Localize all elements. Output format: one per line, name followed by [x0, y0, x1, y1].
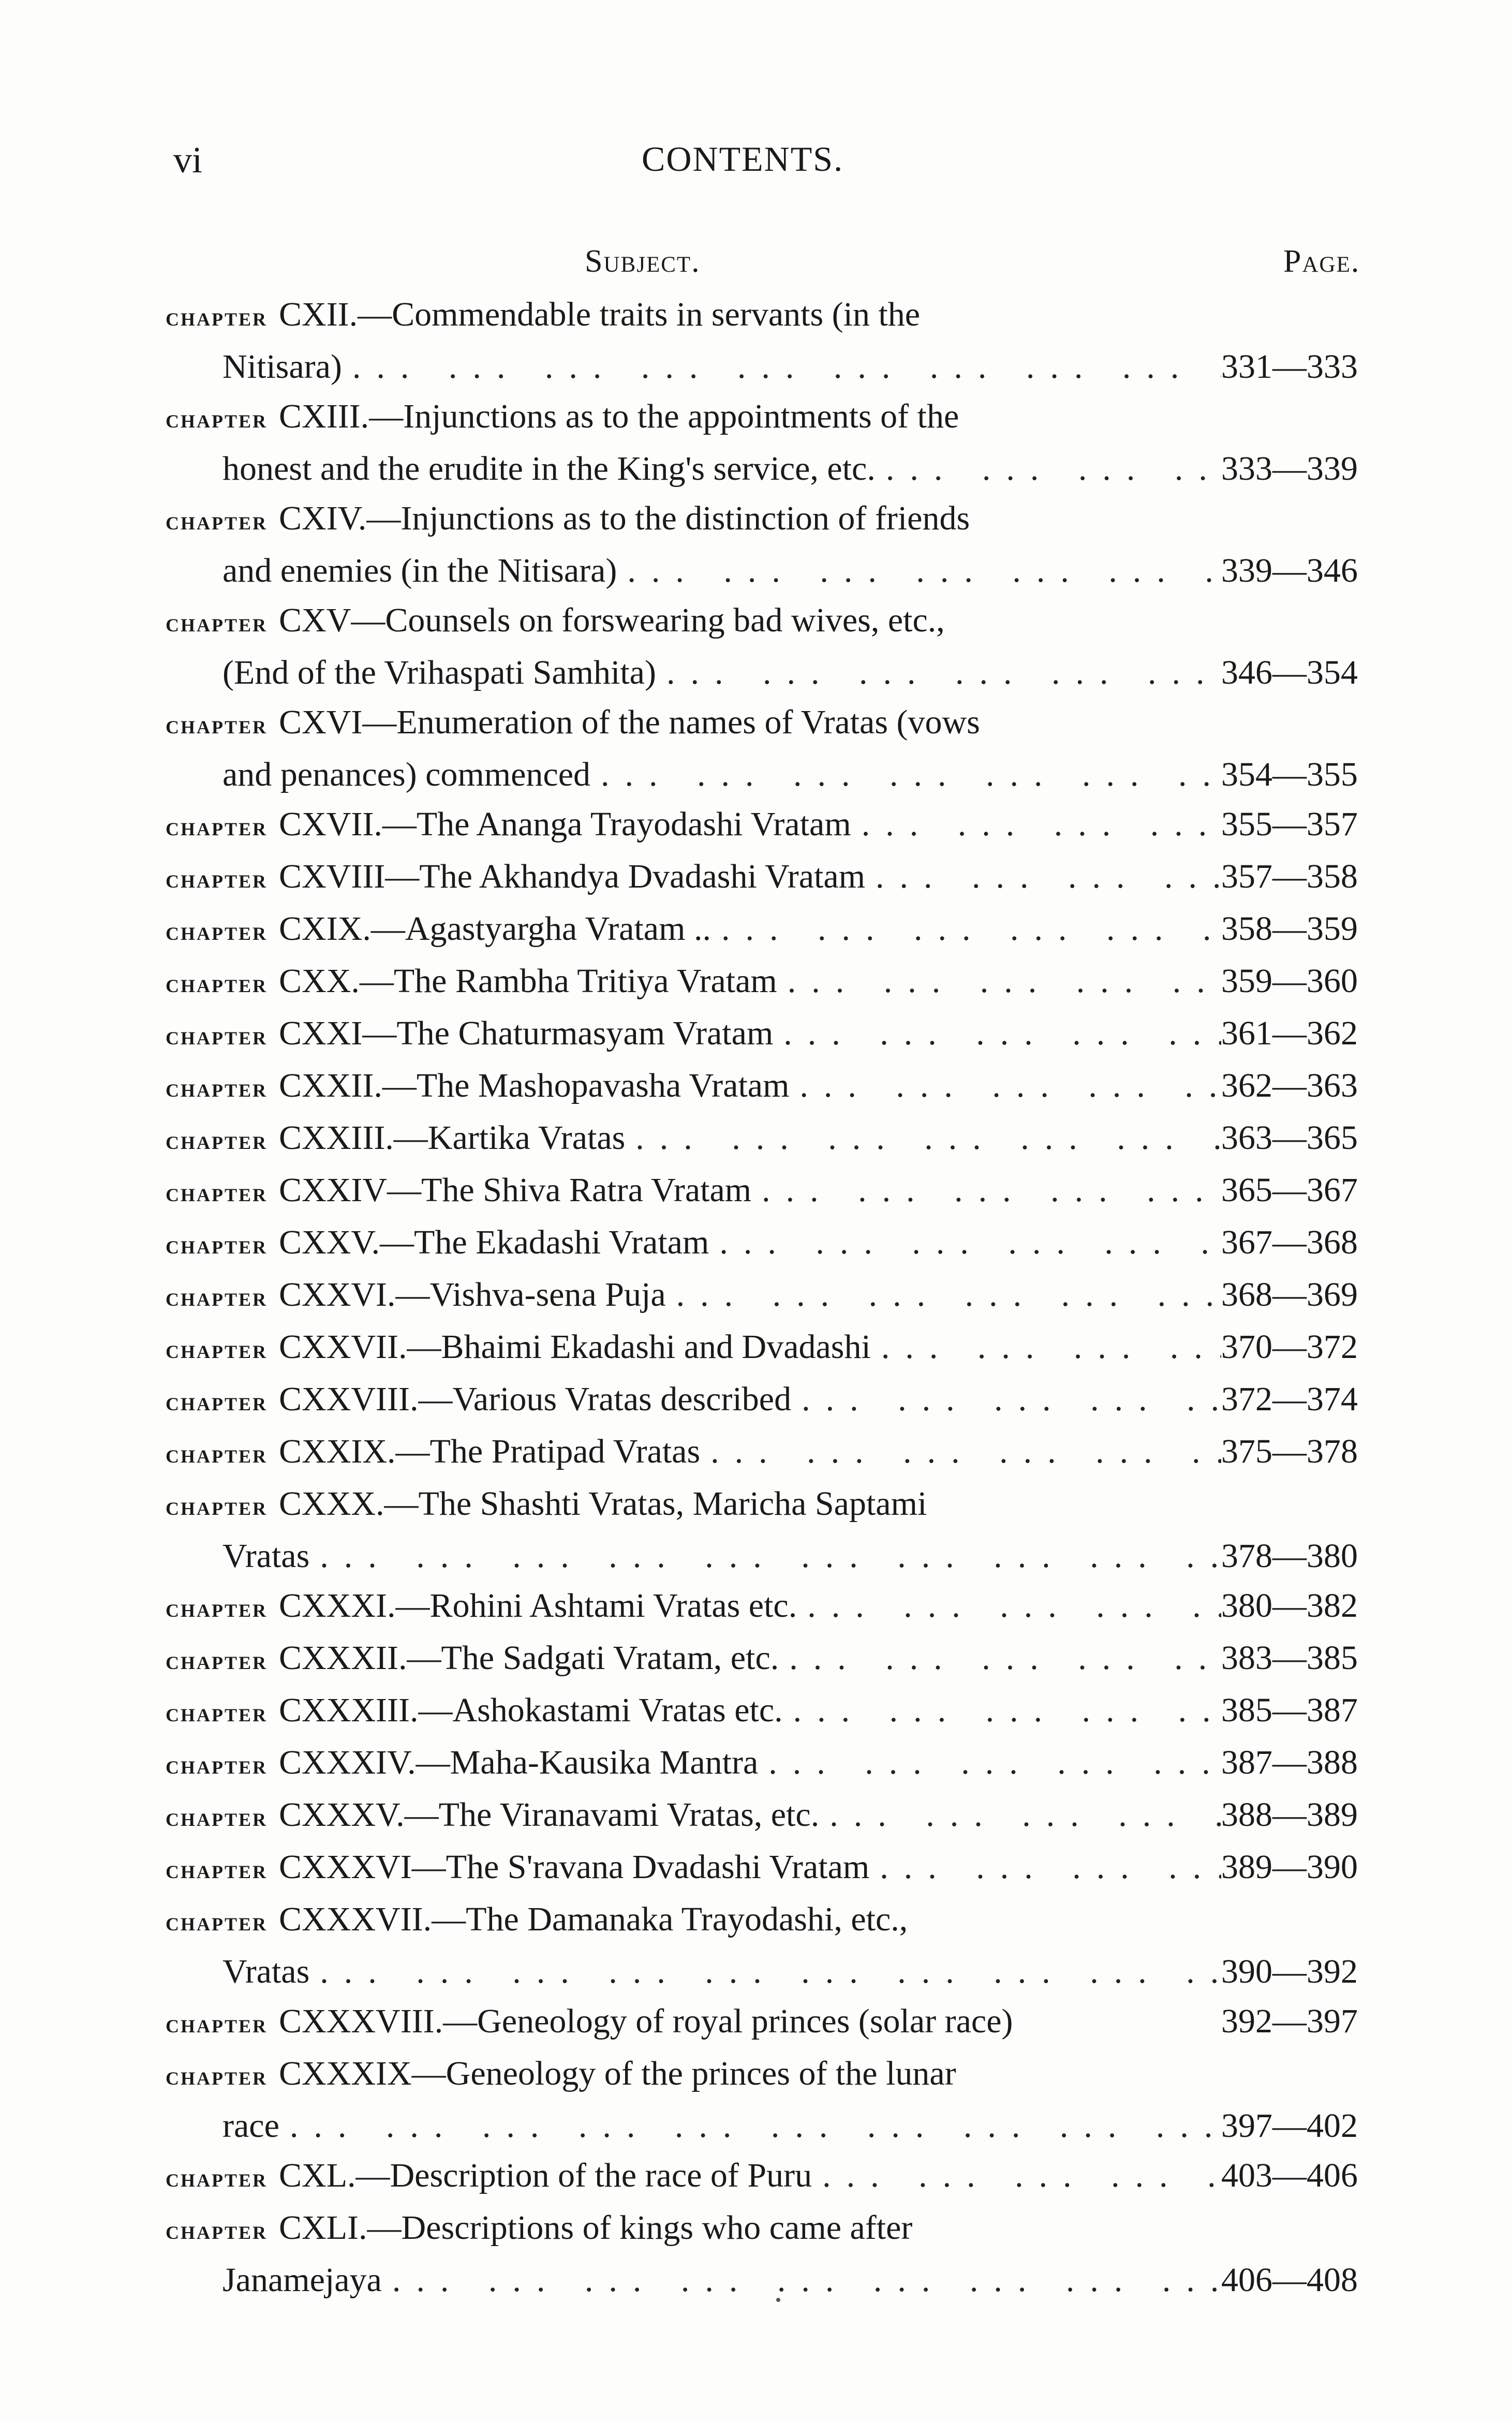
dot-leader: [779, 1633, 1221, 1683]
chapter-label: chapter: [166, 1646, 268, 1675]
chapter-title: CXXV.—The Ekadashi Vratam: [279, 1223, 709, 1261]
dot-leader: [819, 1790, 1221, 1840]
page-range: 331—333: [1221, 348, 1358, 386]
chapter-label: chapter: [166, 1803, 268, 1832]
toc-entry: [166, 956, 1392, 1009]
page-range: 403—406: [1221, 2157, 1358, 2194]
chapter-label: chapter: [166, 1750, 268, 1780]
dot-leader: [797, 1581, 1221, 1631]
chapter-label: chapter: [166, 1021, 268, 1051]
toc-entry: [166, 698, 1392, 800]
toc-entry: [166, 2049, 1392, 2151]
chapter-label: chapter: [166, 302, 268, 332]
page-range: 375—378: [1221, 1433, 1358, 1470]
page-range: 406—408: [1221, 2261, 1358, 2299]
chapter-title: CXXVII.—Bhaimi Ekadashi and Dvadashi: [279, 1328, 871, 1366]
page-range: 380—382: [1221, 1587, 1358, 1625]
dot-leader: [700, 1427, 1221, 1477]
toc-entry: [166, 904, 1392, 956]
dot-leader: [590, 750, 1221, 800]
page-range: 358—359: [1221, 910, 1358, 948]
toc-entry: [166, 1633, 1392, 1686]
dot-leader: [617, 546, 1221, 596]
table-of-contents: [166, 290, 1392, 2305]
chapter-title: CXXXVI—The S'ravana Dvadashi Vratam: [279, 1848, 870, 1886]
chapter-title: CXIX.—Agastyargha Vratam ..: [279, 910, 711, 948]
dot-leader: [309, 1947, 1221, 1997]
page-range: 339—346: [1221, 552, 1358, 589]
dot-leader: [382, 2255, 1221, 2305]
page-range: 346—354: [1221, 654, 1358, 691]
dot-leader: [773, 1009, 1221, 1058]
chapter-label: chapter: [166, 1855, 268, 1884]
chapter-title: CXXXIII.—Ashokastami Vratas etc.: [279, 1691, 783, 1729]
toc-entry: [166, 1842, 1392, 1895]
toc-entry: [166, 494, 1392, 596]
chapter-title: CXLI.—Descriptions of kings who came after: [279, 2209, 913, 2247]
page-range: 365—367: [1221, 1171, 1358, 1209]
page-range: 383—385: [1221, 1639, 1358, 1677]
chapter-title: CXIV.—Injunctions as to the distinction of friends: [279, 499, 970, 537]
toc-entry: [166, 1113, 1392, 1165]
toc-entry: [166, 1686, 1392, 1738]
chapter-title: CXL.—Description of the race of Puru: [279, 2157, 812, 2194]
toc-entry: [166, 1479, 1392, 1581]
toc-entry: [166, 1218, 1392, 1270]
chapter-title-continued: and penances) commenced: [223, 756, 590, 793]
dot-leader: [876, 444, 1221, 494]
page-range: 359—360: [1221, 962, 1358, 1000]
page-range: 378—380: [1221, 1537, 1358, 1575]
page-range: 389—390: [1221, 1848, 1358, 1886]
chapter-label: chapter: [166, 1492, 268, 1521]
chapter-title: CXXIII.—Kartika Vratas: [279, 1119, 626, 1157]
chapter-label: chapter: [166, 1230, 268, 1260]
page-range: 363—365: [1221, 1119, 1358, 1157]
dot-leader: [709, 1218, 1221, 1267]
chapter-label: chapter: [166, 969, 268, 998]
chapter-label: chapter: [166, 710, 268, 740]
chapter-label: chapter: [166, 2061, 268, 2091]
dot-leader: [783, 1686, 1221, 1735]
page-range: 388—389: [1221, 1796, 1358, 1834]
page-column-heading: Page.: [1283, 244, 1360, 279]
toc-entry: [166, 290, 1392, 392]
page-range: 390—392: [1221, 1953, 1358, 1990]
chapter-title: CXXVI.—Vishva-sena Puja: [279, 1276, 666, 1313]
chapter-title: CXXXV.—The Viranavami Vratas, etc.: [279, 1796, 820, 1834]
chapter-title: CXXVIII.—Various Vratas described: [279, 1380, 792, 1418]
chapter-title: CXII.—Commendable traits in servants (in the: [279, 296, 921, 333]
chapter-title: CXV—Counsels on forswearing bad wives, etc.,: [279, 601, 945, 639]
chapter-label: chapter: [166, 404, 268, 434]
dot-leader: [791, 1375, 1221, 1424]
dot-leader: [869, 1842, 1221, 1892]
chapter-title-continued: race: [223, 2107, 279, 2145]
toc-entry: [166, 1009, 1392, 1061]
page-range: 355—357: [1221, 805, 1358, 843]
page-range: 357—358: [1221, 858, 1358, 895]
chapter-label: chapter: [166, 506, 268, 536]
dot-leader: [777, 956, 1221, 1006]
dot-leader: [871, 1322, 1221, 1372]
chapter-title: CXVIII—The Akhandya Dvadashi Vratam: [279, 858, 866, 895]
dot-leader: [656, 648, 1221, 698]
chapter-title: CXXX.—The Shashti Vratas, Maricha Saptami: [279, 1485, 927, 1523]
chapter-title: CXXXIV.—Maha-Kausika Mantra: [279, 1744, 759, 1781]
dot-leader: [711, 904, 1221, 954]
chapter-label: chapter: [166, 1439, 268, 1469]
chapter-title: CXXII.—The Mashopavasha Vratam: [279, 1067, 790, 1104]
chapter-title: CXX.—The Rambha Tritiya Vratam: [279, 962, 777, 1000]
page-range: 370—372: [1221, 1328, 1358, 1366]
toc-entry: [166, 1790, 1392, 1842]
chapter-label: chapter: [166, 2216, 268, 2245]
page-range: 397—402: [1221, 2107, 1358, 2145]
chapter-title: CXXXVII.—The Damanaka Trayodashi, etc.,: [279, 1900, 908, 1938]
ink-dot: [776, 2298, 780, 2302]
chapter-label: chapter: [166, 2163, 268, 2193]
toc-entry: [166, 596, 1392, 698]
chapter-label: chapter: [166, 1387, 268, 1416]
chapter-label: chapter: [166, 1698, 268, 1728]
toc-entry: [166, 392, 1392, 494]
chapter-label: chapter: [166, 1335, 268, 1364]
dot-leader: [751, 1165, 1221, 1215]
toc-entry: [166, 1581, 1392, 1633]
page-range: 354—355: [1221, 756, 1358, 793]
toc-entry: [166, 1738, 1392, 1790]
dot-leader: [309, 1531, 1221, 1581]
toc-entry: [166, 852, 1392, 904]
chapter-label: chapter: [166, 1907, 268, 1937]
toc-entry: [166, 1165, 1392, 1218]
chapter-title: CXVII.—The Ananga Trayodashi Vratam: [279, 805, 851, 843]
chapter-title-continued: Vratas: [223, 1953, 310, 1990]
chapter-title-continued: (End of the Vrihaspati Samhita): [223, 654, 656, 691]
chapter-label: chapter: [166, 812, 268, 842]
subject-column-heading: Subject.: [585, 244, 701, 279]
toc-entry: [166, 1997, 1392, 2049]
chapter-title: CXXIV—The Shiva Ratra Vratam: [279, 1171, 752, 1209]
page-range: 333—339: [1221, 450, 1358, 488]
toc-entry: [166, 2203, 1392, 2305]
dot-leader: [851, 800, 1221, 849]
dot-leader: [342, 342, 1221, 392]
chapter-label: chapter: [166, 608, 268, 638]
chapter-label: chapter: [166, 1178, 268, 1207]
toc-entry: [166, 1895, 1392, 1997]
dot-leader: [812, 2151, 1221, 2201]
chapter-title: CXXXII.—The Sadgati Vratam, etc.: [279, 1639, 779, 1677]
toc-entry: [166, 1427, 1392, 1479]
toc-entry: [166, 2151, 1392, 2203]
toc-entry: [166, 1322, 1392, 1375]
chapter-title-continued: Nitisara): [223, 348, 342, 386]
dot-leader: [279, 2101, 1221, 2151]
chapter-title-continued: Vratas: [223, 1537, 310, 1575]
chapter-title: CXXXIX—Geneology of the princes of the lunar: [279, 2055, 956, 2092]
chapter-title-continued: and enemies (in the Nitisara): [223, 552, 617, 589]
toc-entry: [166, 1375, 1392, 1427]
page-range: 361—362: [1221, 1014, 1358, 1052]
chapter-label: chapter: [166, 1073, 268, 1103]
chapter-title: CXXXVIII.—Geneology of royal princes (solar race): [279, 2002, 1013, 2040]
dot-leader: [865, 852, 1221, 902]
chapter-title: CXXIX.—The Pratipad Vratas: [279, 1433, 701, 1470]
chapter-title: CXXI—The Chaturmasyam Vratam: [279, 1014, 774, 1052]
running-head: CONTENTS.: [642, 139, 844, 179]
toc-entry: [166, 800, 1392, 852]
chapter-title-continued: honest and the erudite in the King's service, etc.: [223, 450, 876, 488]
dot-leader: [789, 1061, 1221, 1111]
page-range: 387—388: [1221, 1744, 1358, 1781]
page-range: 367—368: [1221, 1223, 1358, 1261]
chapter-label: chapter: [166, 1282, 268, 1312]
page-range: 392—397: [1221, 2002, 1358, 2040]
page-number: vi: [173, 139, 203, 181]
toc-entry: [166, 1061, 1392, 1113]
chapter-title: CXXXI.—Rohini Ashtami Vratas etc.: [279, 1587, 797, 1625]
page-range: 372—374: [1221, 1380, 1358, 1418]
chapter-title: CXVI—Enumeration of the names of Vratas (vows: [279, 703, 980, 741]
chapter-label: chapter: [166, 917, 268, 946]
dot-leader: [666, 1270, 1221, 1320]
chapter-title-continued: Janamejaya: [223, 2261, 382, 2299]
chapter-label: chapter: [166, 864, 268, 894]
page-range: 368—369: [1221, 1276, 1358, 1313]
dot-leader: [758, 1738, 1221, 1788]
toc-entry: [166, 1270, 1392, 1322]
page-range: 385—387: [1221, 1691, 1358, 1729]
chapter-label: chapter: [166, 2009, 268, 2039]
chapter-title: CXIII.—Injunctions as to the appointments of the: [279, 397, 959, 435]
dot-leader: [625, 1113, 1221, 1163]
page-range: 362—363: [1221, 1067, 1358, 1104]
chapter-label: chapter: [166, 1593, 268, 1623]
chapter-label: chapter: [166, 1126, 268, 1155]
